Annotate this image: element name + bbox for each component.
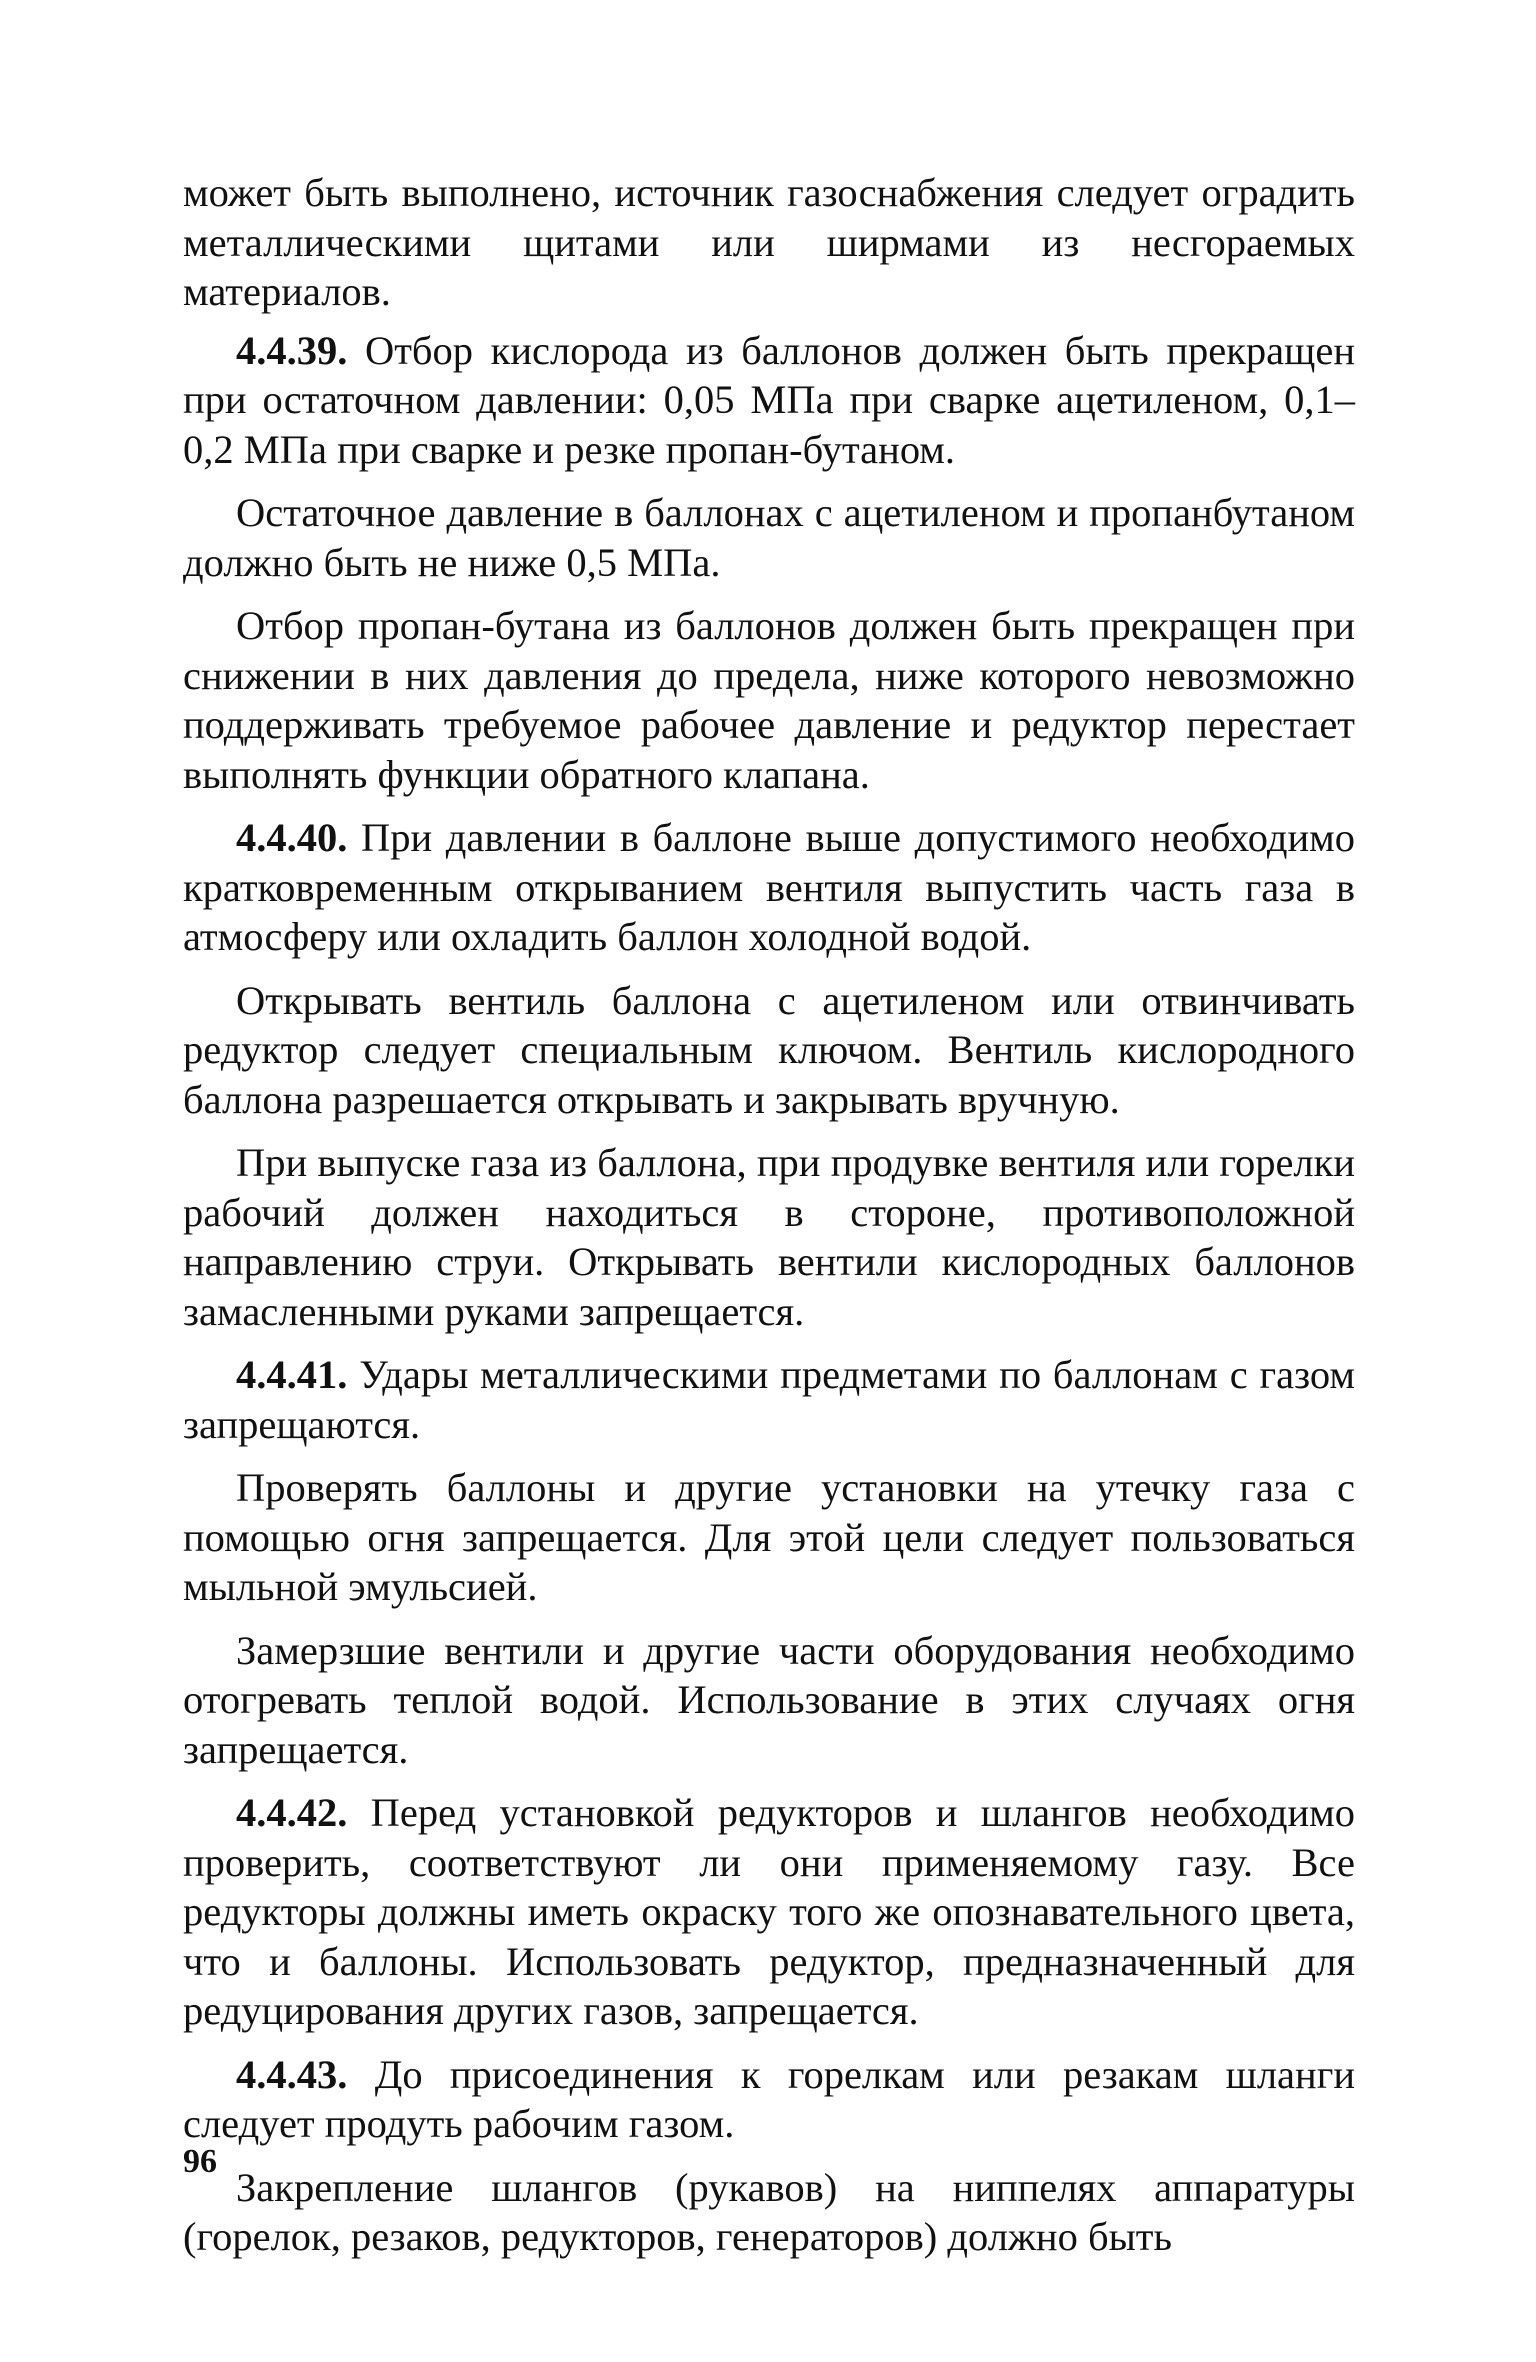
paragraph-text: При выпуске газа из баллона, при продувке вентиля или горелки рабочий должен находиться в стороне, противоположной направлению струи. Открывать вентили кислородных баллонов замасленными руками запрещается. [183,1140,1355,1334]
page-number: 96 [183,2143,217,2180]
paragraph-text: Остаточное давление в баллонах с ацетиленом и пропанбутаном должно быть не ниже 0,5 МПа. [183,490,1355,585]
paragraph-text: может быть выполнено, источник газоснабжения следует оградить металлическими щитами или ширмами из несгораемых материалов. [183,170,1355,314]
paragraph-clause-4-4-41 [183,1350,1355,1449]
paragraph-text: При давлении в баллоне выше допустимого необходимо кратковременным открыванием вентиля выпустить часть газа в атмосферу или охладить баллон холодной водой. [183,815,1355,959]
paragraph-text: Отбор пропан-бутана из баллонов должен быть прекращен при снижении в них давления до предела, ниже которого невозможно поддерживать требуемое рабочее давление и редуктор перестает выполнять функции обратного клапана. [183,603,1355,797]
paragraph-4 [183,601,1355,799]
paragraph-7 [183,1138,1355,1336]
paragraph-clause-4-4-43 [183,2050,1355,2149]
paragraph-3 [183,488,1355,587]
paragraph-6 [183,976,1355,1125]
clause-number: 4.4.39. [236,327,348,373]
paragraph-text: До присоединения к горелкам или резакам шланги следует продуть рабочим газом. [183,2051,1355,2146]
paragraph-text: Закрепление шлангов (рукавов) на ниппелях аппаратуры (горелок, резаков, редукторов, генераторов) должно быть [183,2164,1355,2259]
paragraph-text: Проверять баллоны и другие установки на утечку газа с помощью огня запрещается. Для этой цели следует пользоваться мыльной эмульсией. [183,1465,1355,1609]
paragraph-10 [183,1626,1355,1775]
paragraph-9 [183,1463,1355,1612]
paragraph-text: Удары металлическими предметами по баллонам с газом запрещаются. [183,1352,1355,1447]
paragraph-1 [183,168,1355,317]
paragraph-text: Перед установкой редукторов и шлангов необходимо проверить, соответствуют ли они применяемому газу. Все редукторы должны иметь окраску того же опознавательного цвета, что и баллоны. Использовать редуктор, предназначенный для редуцирования других газов, запрещается. [183,1790,1355,2033]
paragraph-text: Открывать вентиль баллона с ацетиленом или отвинчивать редуктор следует специальным ключом. Вентиль кислородного баллона разрешается открывать и закрывать вручную. [183,977,1355,1122]
clause-number: 4.4.42. [236,1790,348,1835]
clause-number: 4.4.40. [236,815,348,860]
paragraph-clause-4-4-39 [183,326,1355,475]
clause-number: 4.4.41. [236,1352,348,1397]
paragraph-clause-4-4-42 [183,1788,1355,2036]
paragraph-text: Замерзшие вентили и другие части оборудования необходимо отогревать теплой водой. Использование в этих случаях огня запрещается. [183,1627,1355,1772]
paragraph-clause-4-4-40 [183,813,1355,962]
paragraph-text: Отбор кислорода из баллонов должен быть прекращен при остаточном давлении: 0,05 МПа при сварке ацетиленом, 0,1–0,2 МПа при сварке и резке пропан-бутаном. [183,327,1355,472]
paragraph-13 [183,2163,1355,2262]
clause-number: 4.4.43. [236,2051,348,2097]
page-body [183,168,1355,2262]
